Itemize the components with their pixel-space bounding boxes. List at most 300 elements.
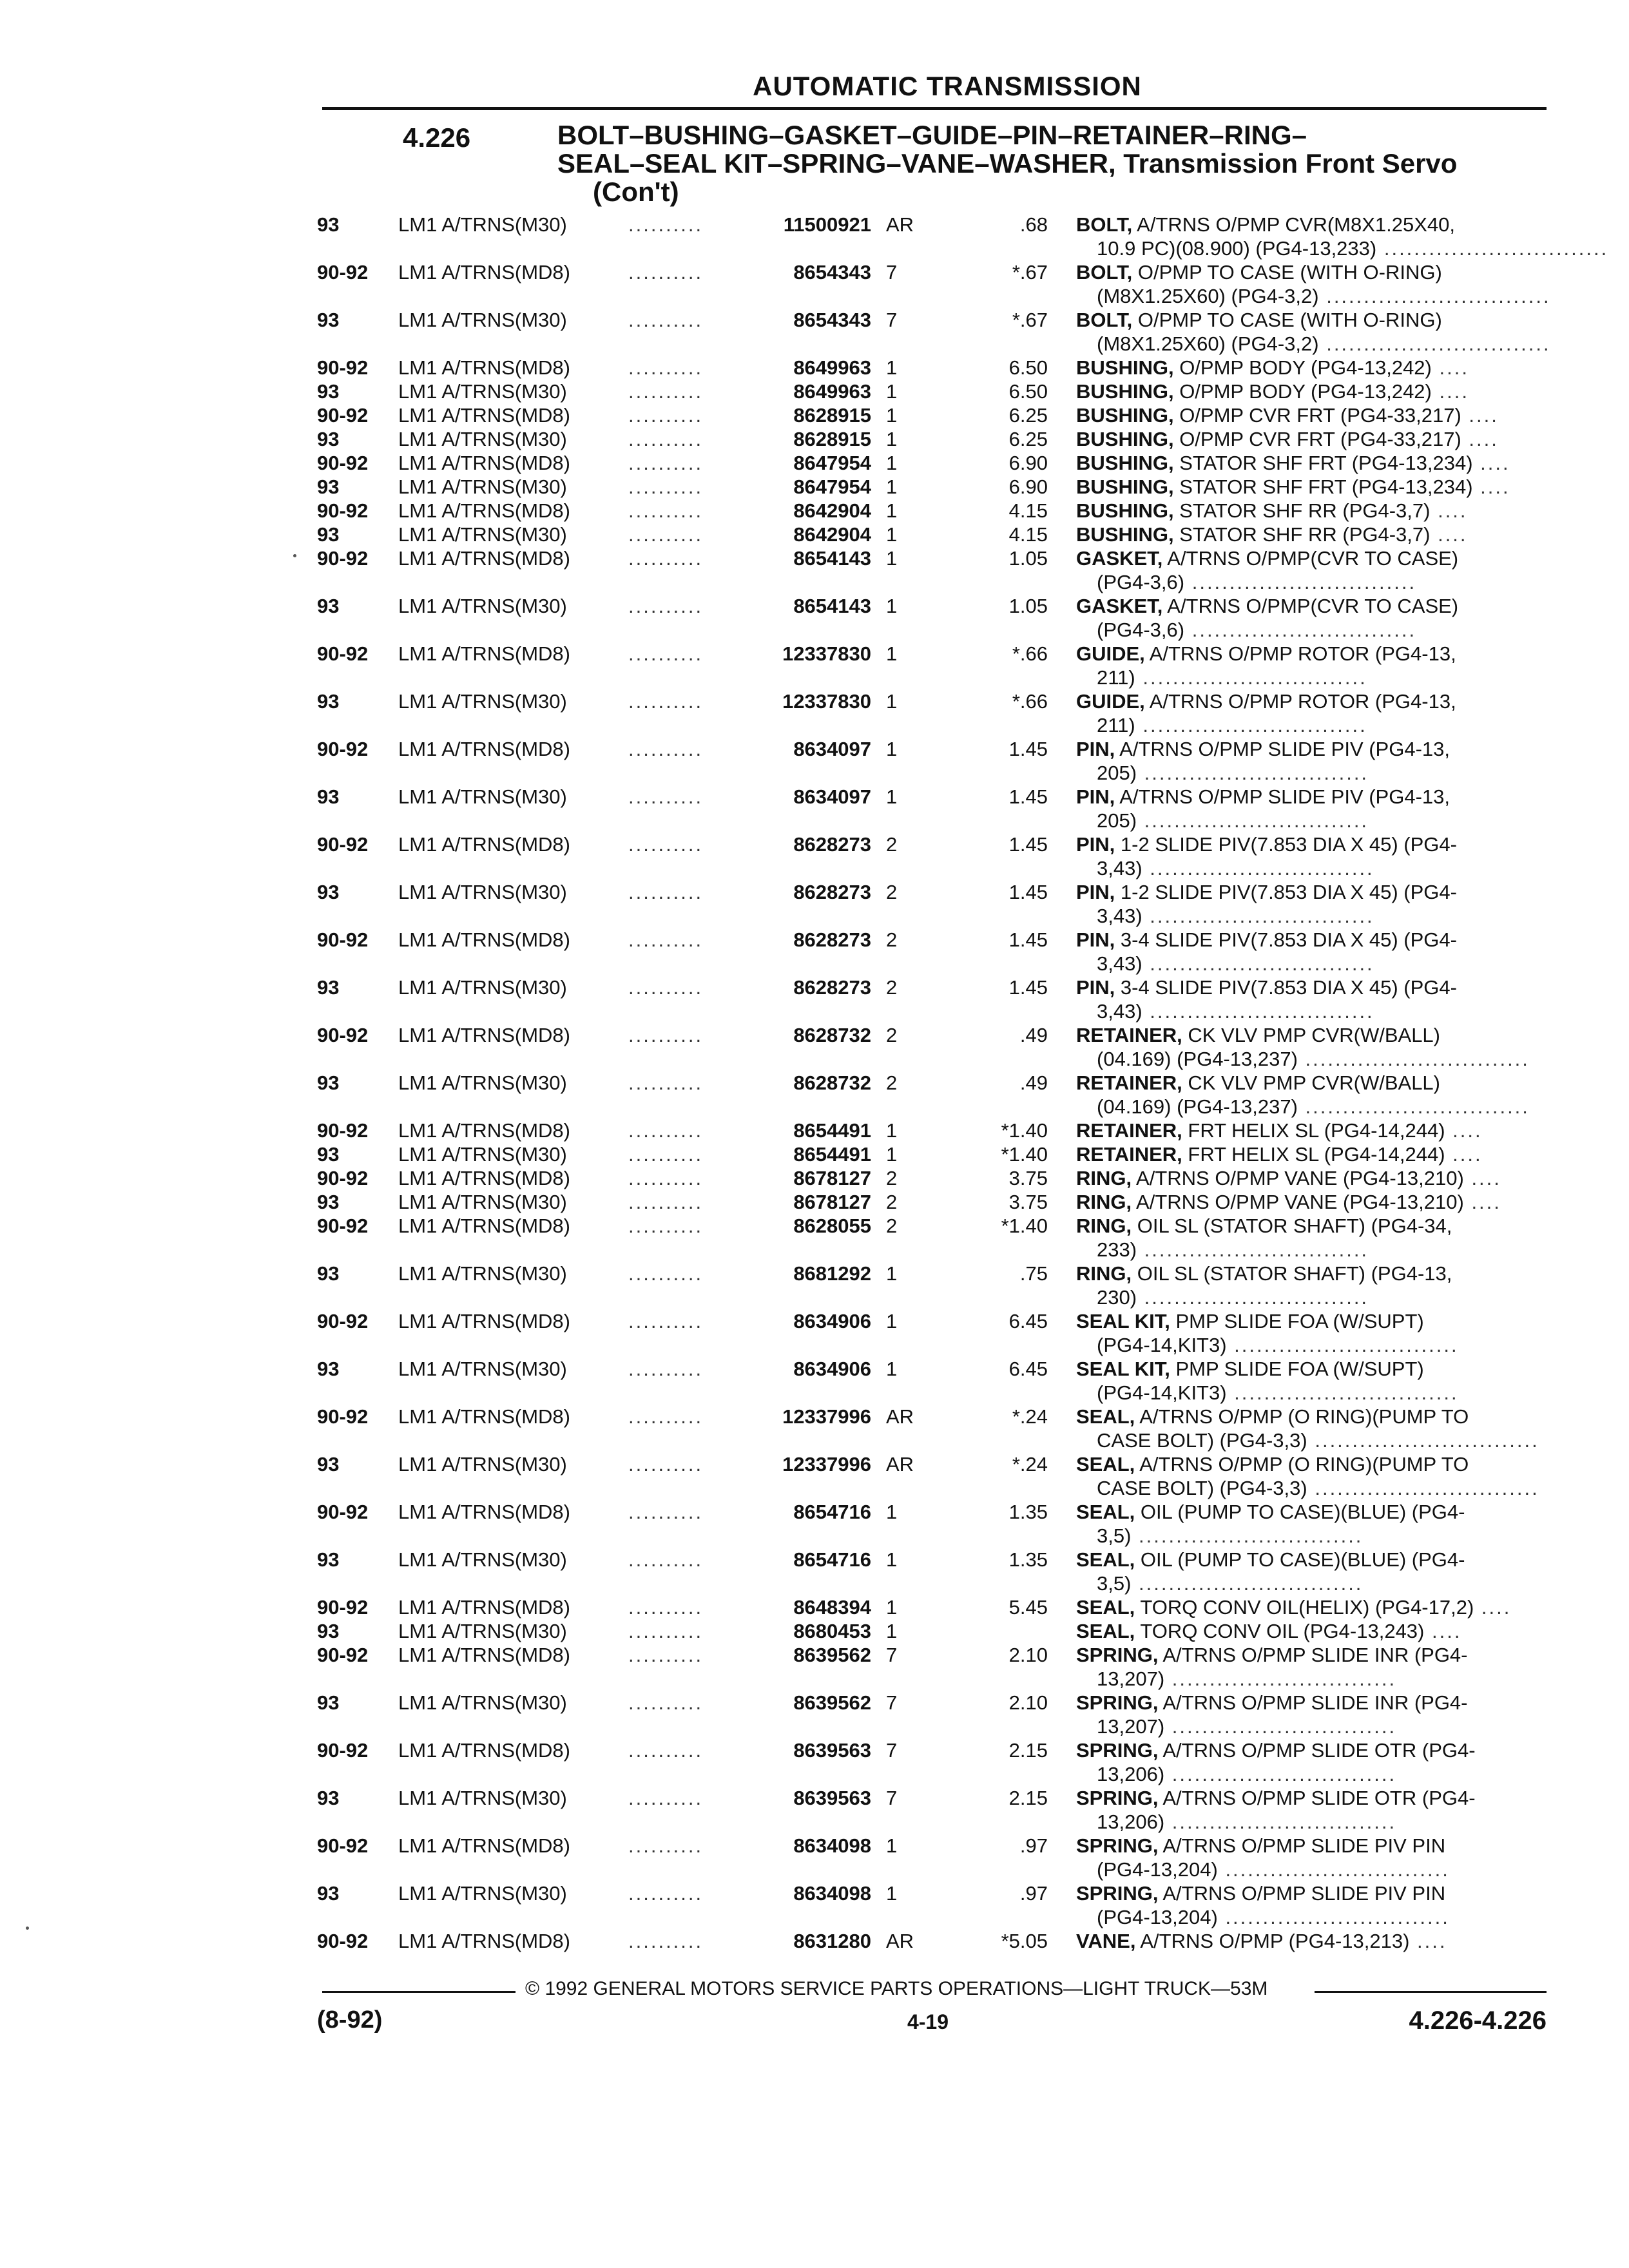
row-leader-dots: .......... — [628, 523, 704, 546]
row-year: 90-92 — [317, 833, 369, 856]
row-description — [1076, 1834, 1553, 1881]
row-description-text: O/PMP BODY (PG4-13,242) — [1173, 356, 1432, 379]
row-description-line-1 — [1076, 1786, 1553, 1810]
row-description-continuation: 3,5) — [1097, 1572, 1132, 1595]
row-part-number: 8654143 — [793, 547, 871, 570]
row-description-leader: .............................. — [1376, 237, 1609, 260]
row-description-keyword: SEAL, — [1076, 1453, 1135, 1475]
row-model: LM1 A/TRNS(MD8) — [398, 1405, 570, 1428]
row-description-keyword: PIN, — [1076, 738, 1115, 760]
row-year: 90-92 — [317, 1167, 369, 1189]
row-description — [1076, 546, 1553, 594]
row-part-number: 12337830 — [782, 642, 871, 665]
row-description-continuation: 211) — [1097, 714, 1135, 736]
row-part-number: 8628273 — [793, 976, 871, 999]
row-description-leader: .............................. — [1297, 1095, 1530, 1118]
row-model: LM1 A/TRNS(M30) — [398, 595, 567, 617]
row-description-text: A/TRNS O/PMP SLIDE OTR (PG4- — [1158, 1787, 1476, 1809]
row-description — [1076, 1190, 1553, 1214]
row-description — [1076, 1142, 1553, 1166]
row-price: *1.40 — [1001, 1119, 1048, 1142]
row-leader-dots: .......... — [628, 1501, 704, 1523]
row-price: 1.45 — [1008, 785, 1048, 808]
row-description-keyword: RING, — [1076, 1167, 1132, 1189]
row-description-keyword: RING, — [1076, 1262, 1132, 1285]
row-description-continuation: (PG4-13,204) — [1097, 1858, 1218, 1881]
row-leader-dots: .......... — [628, 547, 704, 570]
row-year: 93 — [317, 1453, 340, 1475]
row-part-number: 8628732 — [793, 1024, 871, 1046]
row-description-keyword: SPRING, — [1076, 1644, 1159, 1666]
row-model: LM1 A/TRNS(MD8) — [398, 1930, 570, 1952]
row-quantity: 7 — [886, 309, 898, 331]
row-description-text: A/TRNS O/PMP VANE (PG4-13,210) — [1132, 1167, 1464, 1189]
row-quantity: 1 — [886, 1358, 898, 1380]
row-description-line-2 — [1076, 1285, 1553, 1309]
row-quantity: AR — [886, 1453, 914, 1475]
row-description-text: A/TRNS O/PMP SLIDE PIV PIN — [1158, 1834, 1446, 1857]
row-description-leader: .............................. — [1318, 332, 1551, 355]
row-year: 90-92 — [317, 1215, 369, 1237]
row-description-continuation: CASE BOLT) (PG4-3,3) — [1097, 1429, 1307, 1452]
row-part-number: 8654143 — [793, 595, 871, 617]
row-price: *.24 — [1012, 1453, 1048, 1475]
row-description-continuation: 233) — [1097, 1238, 1137, 1261]
row-description-text: O/PMP TO CASE (WITH O-RING) — [1132, 309, 1442, 331]
row-part-number: 11500921 — [783, 213, 871, 236]
row-leader-dots: .......... — [628, 1882, 704, 1905]
scan-speck — [293, 554, 296, 557]
row-quantity: 1 — [886, 1501, 898, 1523]
row-leader-dots: .......... — [628, 1262, 704, 1285]
row-description-line-1 — [1076, 832, 1553, 856]
row-leader-dots: .......... — [628, 1215, 704, 1237]
row-description-keyword: SEAL KIT, — [1076, 1358, 1170, 1380]
row-description-line-1 — [1076, 213, 1553, 236]
row-description — [1076, 737, 1553, 785]
row-model: LM1 A/TRNS(MD8) — [398, 1834, 570, 1857]
row-description — [1076, 1452, 1553, 1500]
row-description-line-1 — [1076, 523, 1553, 546]
row-leader-dots: .......... — [628, 1596, 704, 1619]
row-part-number: 8639563 — [793, 1787, 871, 1809]
row-description-keyword: VANE, — [1076, 1930, 1136, 1952]
row-quantity: 2 — [886, 1191, 898, 1213]
row-leader-dots: .......... — [628, 1787, 704, 1809]
row-part-number: 8654343 — [793, 261, 871, 284]
row-description-line-1 — [1076, 1357, 1553, 1381]
row-description-line-2 — [1076, 1428, 1553, 1452]
row-description-leader: .... — [1445, 1119, 1483, 1142]
row-description-text: STATOR SHF FRT (PG4-13,234) — [1173, 452, 1473, 474]
scan-speck — [26, 1927, 29, 1930]
row-leader-dots: .......... — [628, 881, 704, 903]
row-description-leader: .............................. — [1217, 1858, 1450, 1881]
row-description-line-1 — [1076, 737, 1553, 761]
row-year: 93 — [317, 309, 340, 331]
row-description-continuation: 3,43) — [1097, 905, 1142, 927]
row-model: LM1 A/TRNS(MD8) — [398, 1596, 570, 1619]
row-description-line-2 — [1076, 570, 1553, 594]
row-description-line-2 — [1076, 904, 1553, 928]
row-description-leader: .............................. — [1318, 285, 1551, 307]
row-description-line-1 — [1076, 380, 1553, 403]
row-description-continuation: (04.169) (PG4-13,237) — [1097, 1048, 1298, 1070]
row-year: 93 — [317, 976, 340, 999]
row-description-line-1 — [1076, 785, 1553, 809]
row-description-continuation: 10.9 PC)(08.900) (PG4-13,233) — [1097, 237, 1377, 260]
row-description — [1076, 928, 1553, 975]
row-description-continuation: 211) — [1097, 666, 1135, 689]
row-description-continuation: 3,5) — [1097, 1524, 1132, 1547]
row-description-keyword: BOLT, — [1076, 213, 1133, 236]
row-leader-dots: .......... — [628, 1548, 704, 1571]
row-description-keyword: GUIDE, — [1076, 642, 1145, 665]
row-description-continuation: (M8X1.25X60) (PG4-3,2) — [1097, 285, 1319, 307]
date-code: (8-92) — [317, 2006, 383, 2033]
row-description-continuation: 13,206) — [1097, 1763, 1165, 1785]
row-description-line-2 — [1076, 1524, 1553, 1548]
row-part-number: 8639562 — [793, 1691, 871, 1714]
row-description-keyword: BUSHING, — [1076, 356, 1174, 379]
row-description-text: CK VLV PMP CVR(W/BALL) — [1182, 1024, 1440, 1046]
row-description-line-2 — [1076, 713, 1553, 737]
row-description-keyword: BUSHING, — [1076, 404, 1174, 427]
row-quantity: 1 — [886, 523, 898, 546]
row-year: 90-92 — [317, 1834, 369, 1857]
row-part-number: 8634906 — [793, 1310, 871, 1332]
row-part-number: 8654491 — [793, 1143, 871, 1166]
row-description-text: A/TRNS O/PMP (O RING)(PUMP TO — [1135, 1405, 1469, 1428]
row-description — [1076, 451, 1553, 475]
row-description-keyword: SPRING, — [1076, 1787, 1159, 1809]
row-description-leader: .... — [1409, 1930, 1447, 1952]
row-model: LM1 A/TRNS(MD8) — [398, 547, 570, 570]
row-description-text: A/TRNS O/PMP SLIDE INR (PG4- — [1158, 1644, 1468, 1666]
row-price: 6.45 — [1008, 1310, 1048, 1332]
row-part-number: 8628055 — [793, 1215, 871, 1237]
row-description-leader: .... — [1463, 1191, 1501, 1213]
row-description-keyword: GASKET, — [1076, 547, 1163, 570]
row-quantity: 1 — [886, 404, 898, 427]
row-part-number: 8634098 — [793, 1882, 871, 1905]
row-leader-dots: .......... — [628, 309, 704, 331]
row-description-line-2 — [1076, 1571, 1553, 1595]
row-part-number: 8639562 — [793, 1644, 871, 1666]
row-description-leader: .............................. — [1297, 1048, 1530, 1070]
row-description-leader: .... — [1430, 499, 1468, 522]
row-quantity: 1 — [886, 356, 898, 379]
row-leader-dots: .......... — [628, 833, 704, 856]
row-year: 90-92 — [317, 1930, 369, 1952]
row-part-number: 8678127 — [793, 1167, 871, 1189]
row-leader-dots: .......... — [628, 428, 704, 450]
row-description-text: A/TRNS O/PMP SLIDE PIV (PG4-13, — [1115, 738, 1451, 760]
row-price: 1.45 — [1008, 881, 1048, 903]
row-year: 93 — [317, 785, 340, 808]
row-description-line-2 — [1076, 1667, 1553, 1691]
row-description — [1076, 1262, 1553, 1309]
row-part-number: 8648394 — [793, 1596, 871, 1619]
row-quantity: 1 — [886, 1620, 898, 1642]
row-description-line-2 — [1076, 1381, 1553, 1405]
row-price: .68 — [1019, 213, 1048, 236]
row-price: 1.45 — [1008, 976, 1048, 999]
row-description-text: A/TRNS O/PMP CVR(M8X1.25X40, — [1132, 213, 1456, 236]
row-year: 90-92 — [317, 1501, 369, 1523]
row-year: 93 — [317, 881, 340, 903]
row-description-line-1 — [1076, 546, 1553, 570]
row-leader-dots: .......... — [628, 1691, 704, 1714]
row-price: 3.75 — [1008, 1191, 1048, 1213]
row-description-leader: .............................. — [1164, 1811, 1397, 1833]
row-description-line-2 — [1076, 952, 1553, 975]
row-description-line-1 — [1076, 427, 1553, 451]
row-description-leader: .... — [1461, 428, 1499, 450]
row-leader-dots: .......... — [628, 738, 704, 760]
row-description-leader: .............................. — [1226, 1381, 1459, 1404]
row-description-keyword: GUIDE, — [1076, 690, 1145, 713]
row-quantity: 7 — [886, 1739, 898, 1762]
row-quantity: 1 — [886, 499, 898, 522]
row-description-keyword: SEAL, — [1076, 1620, 1135, 1642]
row-part-number: 8654343 — [793, 309, 871, 331]
row-model: LM1 A/TRNS(MD8) — [398, 642, 570, 665]
row-year: 93 — [317, 1191, 340, 1213]
row-description-continuation: 205) — [1097, 762, 1137, 784]
row-model: LM1 A/TRNS(MD8) — [398, 1501, 570, 1523]
row-quantity: 1 — [886, 1310, 898, 1332]
page-header-title: AUTOMATIC TRANSMISSION — [753, 71, 1142, 101]
row-description-continuation: (PG4-3,6) — [1097, 571, 1185, 593]
row-quantity: 7 — [886, 1691, 898, 1714]
row-year: 90-92 — [317, 452, 369, 474]
row-description — [1076, 1619, 1553, 1643]
row-model: LM1 A/TRNS(M30) — [398, 690, 567, 713]
row-part-number: 8639563 — [793, 1739, 871, 1762]
row-description-text: 3-4 SLIDE PIV(7.853 DIA X 45) (PG4- — [1115, 976, 1457, 999]
row-year: 93 — [317, 380, 340, 403]
row-description-text: OIL (PUMP TO CASE)(BLUE) (PG4- — [1135, 1501, 1465, 1523]
row-description-leader: .............................. — [1137, 762, 1369, 784]
row-description — [1076, 1405, 1553, 1452]
row-description-text: OIL SL (STATOR SHAFT) (PG4-13, — [1132, 1262, 1452, 1285]
row-part-number: 8628915 — [793, 404, 871, 427]
row-description-text: A/TRNS O/PMP ROTOR (PG4-13, — [1144, 642, 1456, 665]
row-description-leader: .............................. — [1164, 1763, 1397, 1785]
row-description-text: PMP SLIDE FOA (W/SUPT) — [1170, 1310, 1424, 1332]
row-description-line-1 — [1076, 642, 1553, 666]
row-description-keyword: BOLT, — [1076, 309, 1133, 331]
row-part-number: 12337830 — [782, 690, 871, 713]
row-description-line-2 — [1076, 1810, 1553, 1834]
row-description-line-1 — [1076, 475, 1553, 499]
row-description-line-1 — [1076, 1023, 1553, 1047]
row-description — [1076, 380, 1553, 403]
row-description-line-1 — [1076, 1071, 1553, 1095]
row-year: 93 — [317, 523, 340, 546]
row-leader-dots: .......... — [628, 1453, 704, 1475]
row-year: 90-92 — [317, 1644, 369, 1666]
row-description-leader: .... — [1461, 404, 1499, 427]
row-description — [1076, 1119, 1553, 1142]
row-price: 6.45 — [1008, 1358, 1048, 1380]
row-price: .49 — [1019, 1072, 1048, 1094]
row-quantity: AR — [886, 213, 914, 236]
row-description — [1076, 1309, 1553, 1357]
row-year: 93 — [317, 1787, 340, 1809]
row-leader-dots: .......... — [628, 1739, 704, 1762]
row-year: 93 — [317, 213, 340, 236]
row-description-line-2 — [1076, 761, 1553, 785]
row-description-line-2 — [1076, 1715, 1553, 1738]
row-description-keyword: BOLT, — [1076, 261, 1133, 284]
row-year: 90-92 — [317, 738, 369, 760]
row-quantity: 2 — [886, 976, 898, 999]
row-leader-dots: .......... — [628, 785, 704, 808]
row-description-line-2 — [1076, 618, 1553, 642]
row-description-keyword: SEAL, — [1076, 1501, 1135, 1523]
row-model: LM1 A/TRNS(M30) — [398, 1453, 567, 1475]
row-description-keyword: PIN, — [1076, 881, 1115, 903]
row-description-keyword: SPRING, — [1076, 1691, 1159, 1714]
row-price: 6.90 — [1008, 476, 1048, 498]
row-quantity: 2 — [886, 833, 898, 856]
row-quantity: 1 — [886, 452, 898, 474]
row-description-line-1 — [1076, 1881, 1553, 1905]
row-year: 90-92 — [317, 928, 369, 951]
row-description-line-2 — [1076, 856, 1553, 880]
row-description-line-1 — [1076, 1619, 1553, 1643]
row-description-continuation: (PG4-14,KIT3) — [1097, 1334, 1227, 1356]
row-description-leader: .............................. — [1142, 952, 1374, 975]
row-leader-dots: .......... — [628, 1072, 704, 1094]
page-number: 4-19 — [907, 2010, 949, 2033]
row-description — [1076, 499, 1553, 523]
row-quantity: 1 — [886, 785, 898, 808]
row-description-leader: .... — [1472, 452, 1510, 474]
row-model: LM1 A/TRNS(MD8) — [398, 404, 570, 427]
row-leader-dots: .......... — [628, 976, 704, 999]
row-leader-dots: .......... — [628, 356, 704, 379]
row-price: 1.45 — [1008, 833, 1048, 856]
row-quantity: AR — [886, 1930, 914, 1952]
row-leader-dots: .......... — [628, 690, 704, 713]
row-quantity: 1 — [886, 547, 898, 570]
row-description-line-1 — [1076, 1166, 1553, 1190]
row-year: 93 — [317, 595, 340, 617]
row-description-text: A/TRNS O/PMP VANE (PG4-13,210) — [1132, 1191, 1464, 1213]
row-description-line-1 — [1076, 1929, 1553, 1953]
row-model: LM1 A/TRNS(M30) — [398, 1882, 567, 1905]
row-part-number: 8628273 — [793, 881, 871, 903]
row-price: *1.40 — [1001, 1143, 1048, 1166]
row-model: LM1 A/TRNS(MD8) — [398, 1644, 570, 1666]
row-model: LM1 A/TRNS(MD8) — [398, 1167, 570, 1189]
row-price: 4.15 — [1008, 523, 1048, 546]
row-quantity: 2 — [886, 1167, 898, 1189]
row-leader-dots: .......... — [628, 404, 704, 427]
row-part-number: 8654716 — [793, 1548, 871, 1571]
row-description-line-1 — [1076, 1643, 1553, 1667]
row-leader-dots: .......... — [628, 380, 704, 403]
row-price: .97 — [1019, 1882, 1048, 1905]
row-description-keyword: SEAL, — [1076, 1405, 1135, 1428]
row-description-text: A/TRNS O/PMP SLIDE PIV (PG4-13, — [1115, 785, 1451, 808]
row-description-continuation: 205) — [1097, 809, 1137, 832]
row-description-line-2 — [1076, 809, 1553, 832]
row-part-number: 8680453 — [793, 1620, 871, 1642]
row-description — [1076, 403, 1553, 427]
row-year: 90-92 — [317, 1024, 369, 1046]
row-description-continuation: 13,206) — [1097, 1811, 1165, 1833]
row-leader-dots: .......... — [628, 1119, 704, 1142]
row-description-keyword: SEAL KIT, — [1076, 1310, 1170, 1332]
row-part-number: 8681292 — [793, 1262, 871, 1285]
row-year: 93 — [317, 476, 340, 498]
row-description-text: STATOR SHF RR (PG4-3,7) — [1173, 499, 1431, 522]
row-description-keyword: BUSHING, — [1076, 428, 1174, 450]
section-range: 4.226-4.226 — [1409, 2006, 1547, 2035]
row-price: 1.35 — [1008, 1548, 1048, 1571]
row-description-keyword: SPRING, — [1076, 1739, 1159, 1762]
row-year: 90-92 — [317, 1119, 369, 1142]
row-description-line-1 — [1076, 1691, 1553, 1715]
row-description-keyword: RETAINER, — [1076, 1072, 1182, 1094]
row-part-number: 8642904 — [793, 523, 871, 546]
row-description — [1076, 308, 1553, 356]
row-description-leader: .............................. — [1164, 1715, 1397, 1738]
row-part-number: 8649963 — [793, 356, 871, 379]
row-price: *.67 — [1012, 261, 1048, 284]
row-description — [1076, 1929, 1553, 1953]
row-description-continuation: 3,43) — [1097, 952, 1142, 975]
row-description — [1076, 1548, 1553, 1595]
row-description-text: A/TRNS O/PMP SLIDE INR (PG4- — [1158, 1691, 1468, 1714]
row-description — [1076, 1357, 1553, 1405]
row-year: 90-92 — [317, 1310, 369, 1332]
row-description-line-1 — [1076, 1500, 1553, 1524]
row-description-text: FRT HELIX SL (PG4-14,244) — [1182, 1143, 1445, 1166]
row-part-number: 8647954 — [793, 476, 871, 498]
row-description-keyword: RETAINER, — [1076, 1119, 1182, 1142]
row-description-keyword: SPRING, — [1076, 1882, 1159, 1905]
row-description-line-2 — [1076, 1905, 1553, 1929]
row-description-leader: .............................. — [1131, 1524, 1364, 1547]
row-quantity: 1 — [886, 1143, 898, 1166]
row-description-line-1 — [1076, 880, 1553, 904]
row-leader-dots: .......... — [628, 213, 704, 236]
row-model: LM1 A/TRNS(M30) — [398, 1787, 567, 1809]
row-description-text: FRT HELIX SL (PG4-14,244) — [1182, 1119, 1445, 1142]
row-year: 90-92 — [317, 356, 369, 379]
row-price: .97 — [1019, 1834, 1048, 1857]
row-description-text: 1-2 SLIDE PIV(7.853 DIA X 45) (PG4- — [1115, 833, 1457, 856]
row-quantity: 2 — [886, 1215, 898, 1237]
row-description-line-1 — [1076, 1738, 1553, 1762]
row-description-line-1 — [1076, 1405, 1553, 1428]
row-description — [1076, 523, 1553, 546]
row-quantity: 1 — [886, 595, 898, 617]
row-description-leader: .... — [1472, 476, 1510, 498]
row-model: LM1 A/TRNS(M30) — [398, 523, 567, 546]
row-part-number: 8628915 — [793, 428, 871, 450]
row-description-line-1 — [1076, 1834, 1553, 1858]
row-part-number: 8654716 — [793, 1501, 871, 1523]
row-part-number: 8628732 — [793, 1072, 871, 1094]
row-description-line-1 — [1076, 499, 1553, 523]
row-description-keyword: RETAINER, — [1076, 1024, 1182, 1046]
